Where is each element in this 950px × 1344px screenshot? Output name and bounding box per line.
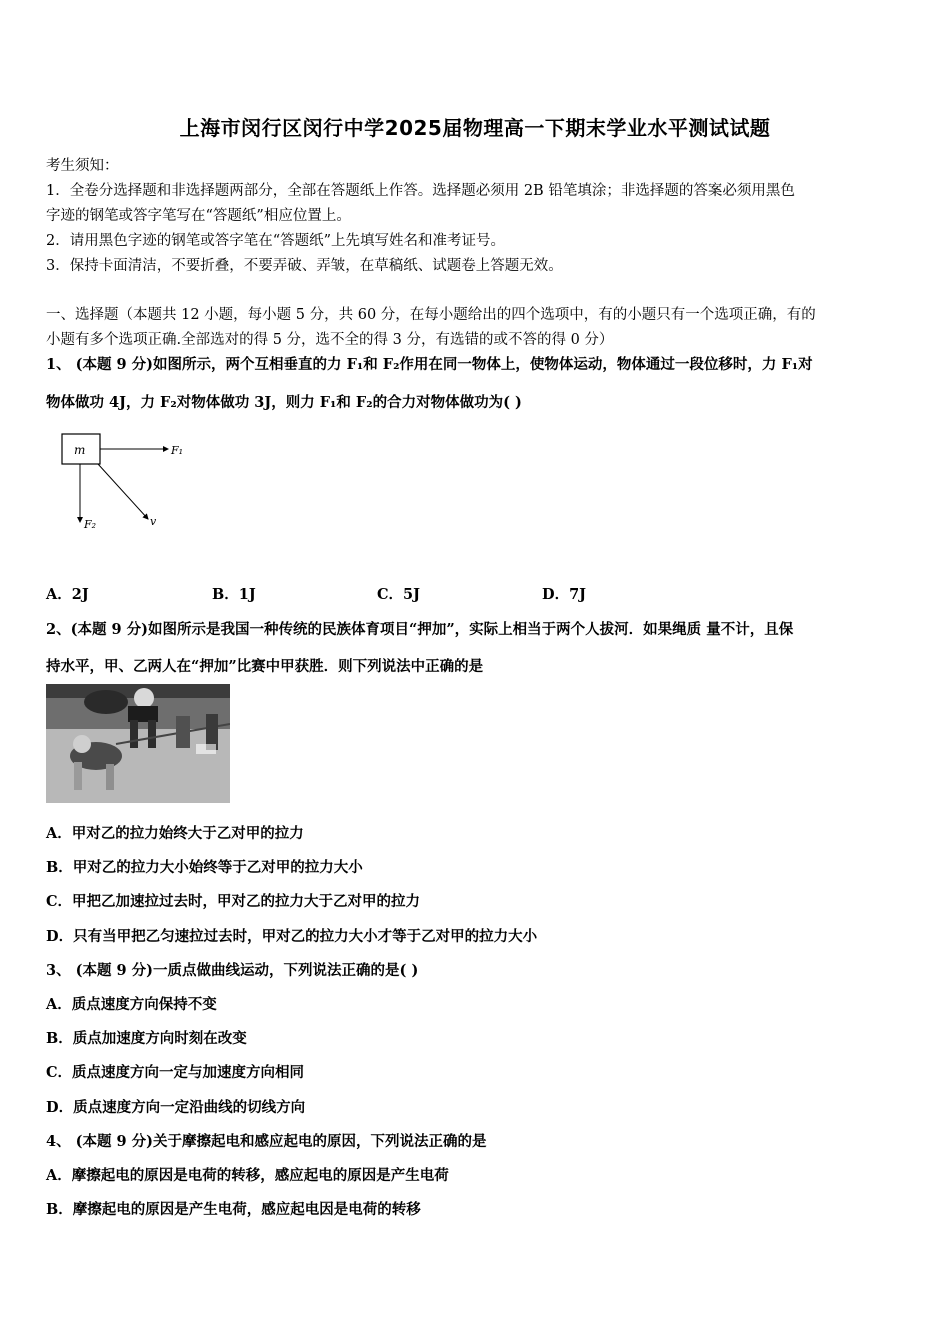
q3-option-a: A．质点速度方向保持不变 <box>46 996 217 1013</box>
q2-stem: 2、(本题 9 分)如图所示是我国一种传统的民族体育项目“押加”，实际上相当于两个人拔河．如果绳质 量不计，且保 <box>46 621 794 638</box>
notice-item-2: 2．请用黑色字迹的钢笔或答字笔在“答题纸”上先填写姓名和准考证号。 <box>46 233 506 249</box>
q1-option-c: C．5J <box>377 586 420 603</box>
section-instructions-cont: 小题有多个选项正确.全部选对的得 5 分，选不全的得 3 分，有选错的或不答的得 0 分） <box>46 332 614 348</box>
q1-option-b: B．1J <box>212 586 256 603</box>
section-instructions: 一、选择题（本题共 12 小题，每小题 5 分，共 60 分，在每小题给出的四个选项中，有的小题只有一个选项正确，有的 <box>46 307 816 323</box>
q1-stem-cont: 物体做功 4J，力 F₂对物体做功 3J，则力 F₁和 F₂的合力对物体做功为( ) <box>46 394 522 411</box>
notice-item-1-cont: 字迹的钢笔或答字笔写在“答题纸”相应位置上。 <box>46 208 351 224</box>
q2-option-b: B．甲对乙的拉力大小始终等于乙对甲的拉力大小 <box>46 859 363 876</box>
mass-label: m <box>74 443 86 457</box>
f2-label: F₂ <box>84 518 97 531</box>
q3-option-b: B．质点加速度方向时刻在改变 <box>46 1030 247 1047</box>
q1-stem: 1、 (本题 9 分)如图所示，两个互相垂直的力 F₁和 F₂作用在同一物体上，使物体运动，物体通过一段位移时，力 F₁对 <box>46 356 813 373</box>
q2-option-c: C．甲把乙加速拉过去时，甲对乙的拉力大于乙对甲的拉力 <box>46 893 421 910</box>
q3-option-d: D．质点速度方向一定沿曲线的切线方向 <box>46 1099 306 1116</box>
yajia-photo <box>46 684 230 803</box>
q4-stem: 4、 (本题 9 分)关于摩擦起电和感应起电的原因，下列说法正确的是 <box>46 1133 487 1150</box>
notice-heading: 考生须知： <box>46 158 119 174</box>
velocity-arrow <box>98 464 148 519</box>
q3-option-c: C．质点速度方向一定与加速度方向相同 <box>46 1064 305 1081</box>
q2-option-a: A．甲对乙的拉力始终大于乙对甲的拉力 <box>46 825 304 842</box>
v-label: v <box>150 515 157 528</box>
notice-item-3: 3．保持卡面清洁，不要折叠，不要弄破、弄皱，在草稿纸、试题卷上答题无效。 <box>46 258 563 274</box>
q2-option-d: D．只有当甲把乙匀速拉过去时，甲对乙的拉力大小才等于乙对甲的拉力大小 <box>46 928 538 945</box>
q4-option-b: B．摩擦起电的原因是产生电荷，感应起电因是电荷的转移 <box>46 1201 421 1218</box>
q3-stem: 3、 (本题 9 分)一质点做曲线运动，下列说法正确的是( ) <box>46 962 419 979</box>
q1-option-a: A．2J <box>46 586 89 603</box>
f1-label: F₁ <box>171 444 184 457</box>
notice-item-1: 1．全卷分选择题和非选择题两部分，全部在答题纸上作答。选择题必须用 2B 铅笔填涂；非选择题的答案必须用黑色 <box>46 183 795 199</box>
q1-option-d: D．7J <box>542 586 587 603</box>
q4-option-a: A．摩擦起电的原因是电荷的转移，感应起电的原因是产生电荷 <box>46 1167 449 1184</box>
q2-stem-cont: 持水平，甲、乙两人在“押加”比赛中甲获胜．则下列说法中正确的是 <box>46 658 484 675</box>
page-title: 上海市闵行区闵行中学2025届物理高一下期末学业水平测试试题 <box>179 116 771 140</box>
force-diagram <box>54 424 204 544</box>
